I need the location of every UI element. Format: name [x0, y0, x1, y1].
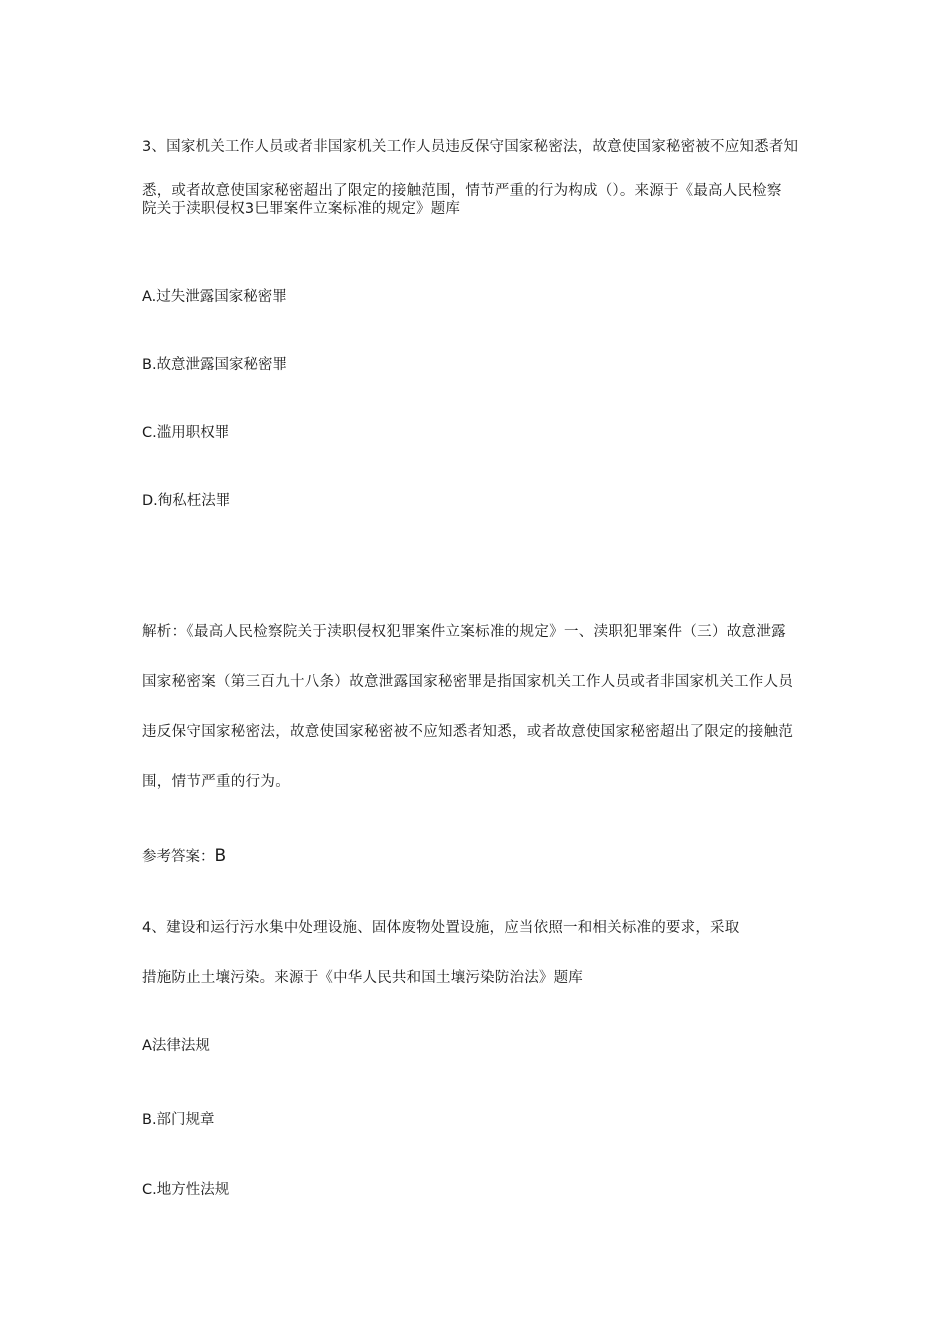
question-4-option-b: B.部门规章: [142, 1112, 215, 1128]
question-4-option-c: C.地方性法规: [142, 1182, 230, 1198]
question-3-line-1: 3、国家机关工作人员或者非国家机关工作人员违反保守国家秘密法，故意使国家秘密被不应知悉者知: [142, 139, 799, 155]
analysis-line-4: 围，情节严重的行为。: [142, 774, 290, 790]
question-3-line-2: 悉，或者故意使国家秘密超出了限定的接触范围，情节严重的行为构成（）。来源于《最高人民检察: [142, 183, 782, 199]
answer-value: B: [214, 846, 227, 866]
question-4-option-a: A法律法规: [142, 1038, 210, 1054]
question-3-option-c: C.滥用职权罪: [142, 425, 230, 441]
answer-line: [142, 846, 226, 867]
question-4-line-2: 措施防止土壤污染。来源于《中华人民共和国土壤污染防治法》题库: [142, 970, 583, 986]
question-3-option-a: A.过失泄露国家秘密罪: [142, 289, 287, 305]
analysis-line-1: 解析：《最高人民检察院关于渎职侵权犯罪案件立案标准的规定》一、渎职犯罪案件（三）故意泄露: [142, 624, 786, 640]
analysis-line-3: 违反保守国家秘密法，故意使国家秘密被不应知悉者知悉，或者故意使国家秘密超出了限定的接触范: [142, 724, 794, 740]
question-3-option-d: D.徇私枉法罪: [142, 493, 231, 509]
analysis-line-2: 国家秘密案（第三百九十八条）故意泄露国家秘密罪是指国家机关工作人员或者非国家机关工作人员: [142, 674, 794, 690]
question-4-line-1: 4、建设和运行污水集中处理设施、固体废物处置设施，应当依照一和相关标准的要求，采取: [142, 920, 740, 936]
question-3-line-3: 院关于渎职侵权3巳罪案件立案标准的规定》题库: [142, 201, 461, 217]
question-3-option-b: B.故意泄露国家秘密罪: [142, 357, 288, 373]
answer-label: 参考答案：: [142, 849, 215, 865]
